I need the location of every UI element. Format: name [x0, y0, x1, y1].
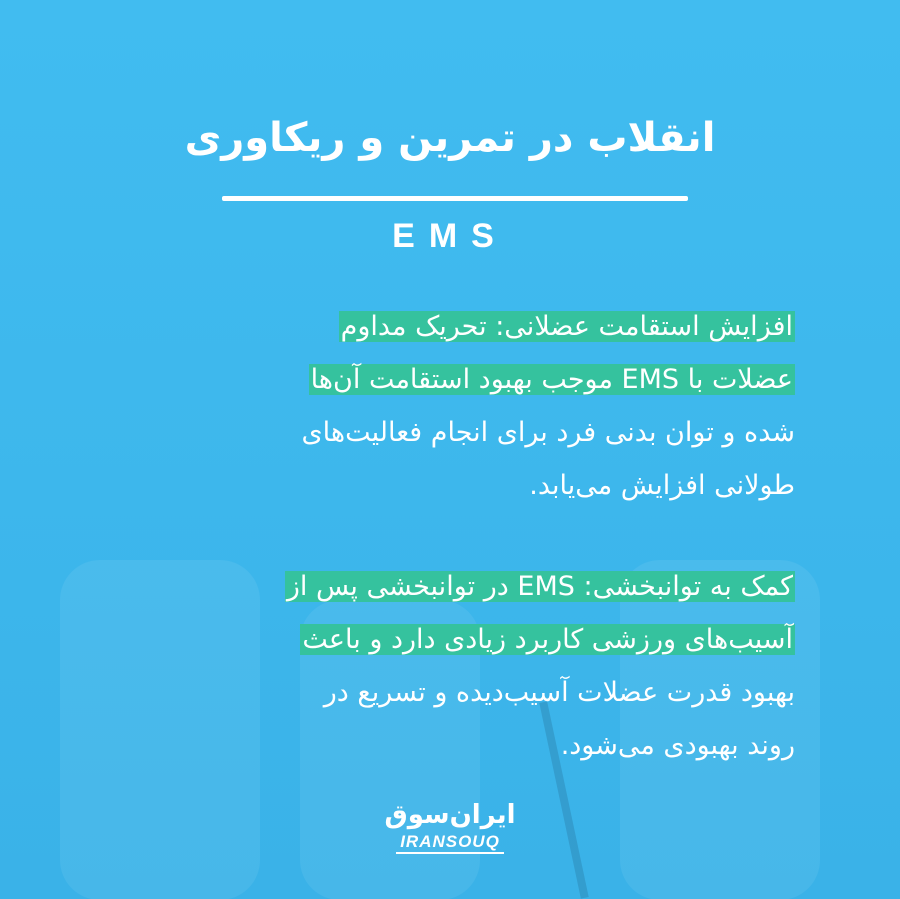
paragraph-endurance — [95, 300, 795, 512]
paragraph-line — [95, 560, 795, 613]
subtitle-ems: EMS — [392, 217, 508, 255]
paragraph-line — [95, 613, 795, 666]
paragraph-line: شده و توان بدنی فرد برای انجام فعالیت‌های — [301, 417, 795, 448]
highlighted-text: افزایش استقامت عضلانی: تحریک مداوم — [340, 311, 793, 342]
paragraph-line: طولانی افزایش می‌یابد. — [529, 470, 795, 501]
paragraph-line: روند بهبودی می‌شود. — [560, 730, 795, 761]
logo-latin-text: IRANSOUQ — [396, 832, 504, 854]
brand-logo — [0, 800, 900, 854]
title-divider — [222, 196, 688, 201]
paragraph-line — [95, 353, 795, 406]
highlighted-text: آسیب‌های ورزشی کاربرد زیادی دارد و باعث — [302, 624, 793, 655]
paragraph-rehab — [95, 560, 795, 772]
highlighted-text: کمک به توانبخشی: EMS در توانبخشی پس از — [286, 571, 793, 602]
paragraph-line — [95, 300, 795, 353]
highlighted-text: عضلات با EMS موجب بهبود استقامت آن‌ها — [310, 364, 793, 395]
page-title: انقلاب در تمرین و ریکاوری — [184, 115, 716, 161]
paragraph-line: بهبود قدرت عضلات آسیب‌دیده و تسریع در — [323, 677, 795, 708]
logo-persian-text: ایران‌سوق — [384, 800, 516, 830]
